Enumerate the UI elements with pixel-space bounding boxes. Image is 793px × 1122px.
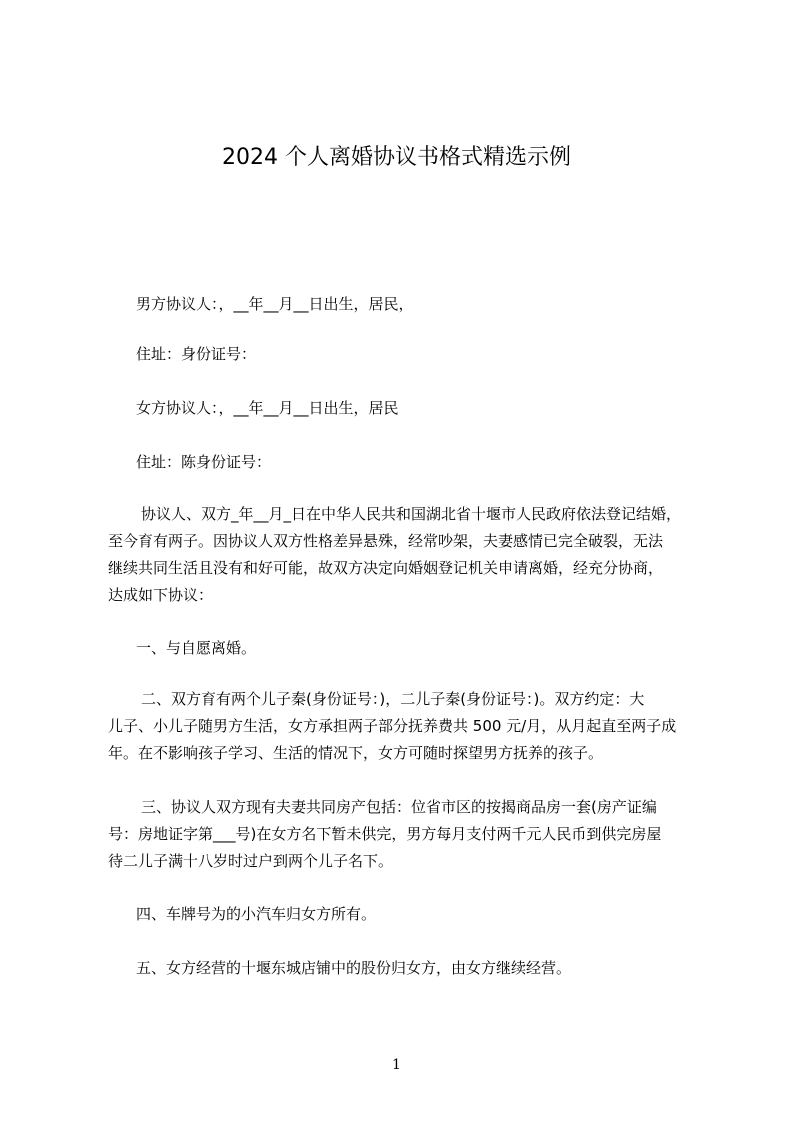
paragraph-line: 年。在不影响孩子学习、生活的情况下，女方可随时探望男方抚养的孩子。 [108,744,604,762]
clause-4: 四、车牌号为的小汽车归女方所有。 [136,905,377,923]
paragraph-line: 待二儿子满十八岁时过户到两个儿子名下。 [108,852,394,870]
paragraph-line: 继续共同生活且没有和好可能，故双方决定向婚姻登记机关申请离婚，经充分协商， [108,559,664,577]
clause-5: 五、女方经营的十堰东城店铺中的股份归女方，由女方继续经营。 [136,959,572,977]
paragraph-line: 号：房地证字第___号)在女方名下暂未供完，男方每月支付两千元人民币到供完房屋 [108,825,662,843]
document-title: 2024 个人离婚协议书格式精选示例 [222,145,571,170]
paragraph-line: 三、协议人双方现有夫妻共同房产包括：位省市区的按揭商品房一套(房产证编 [141,798,657,816]
male-party-line: 男方协议人：，__年__月__日出生，居民， [136,295,414,313]
clause-1: 一、与自愿离婚。 [136,639,257,657]
paragraph-line: 儿子、小儿子随男方生活，女方承担两子部分抚养费共 500 元/月，从月起直至两子成 [108,717,677,735]
female-party-line: 女方协议人：，__年__月__日出生，居民 [136,399,399,417]
paragraph-line: 至今育有两子。因协议人双方性格差异悬殊，经常吵架，夫妻感情已完全破裂，无法 [108,532,664,550]
paragraph-line: 达成如下协议： [108,586,214,604]
page-number: 1 [392,1057,401,1073]
male-address-line: 住址：身份证号： [136,345,257,363]
paragraph-line: 二、双方育有两个儿子秦(身份证号：)，二儿子秦(身份证号：)。双方约定：大 [141,690,645,708]
female-address-line: 住址：陈身份证号： [136,453,272,471]
paragraph-line: 协议人、双方_年__月_日在中华人民共和国湖北省十堰市人民政府依法登记结婚， [141,505,682,523]
